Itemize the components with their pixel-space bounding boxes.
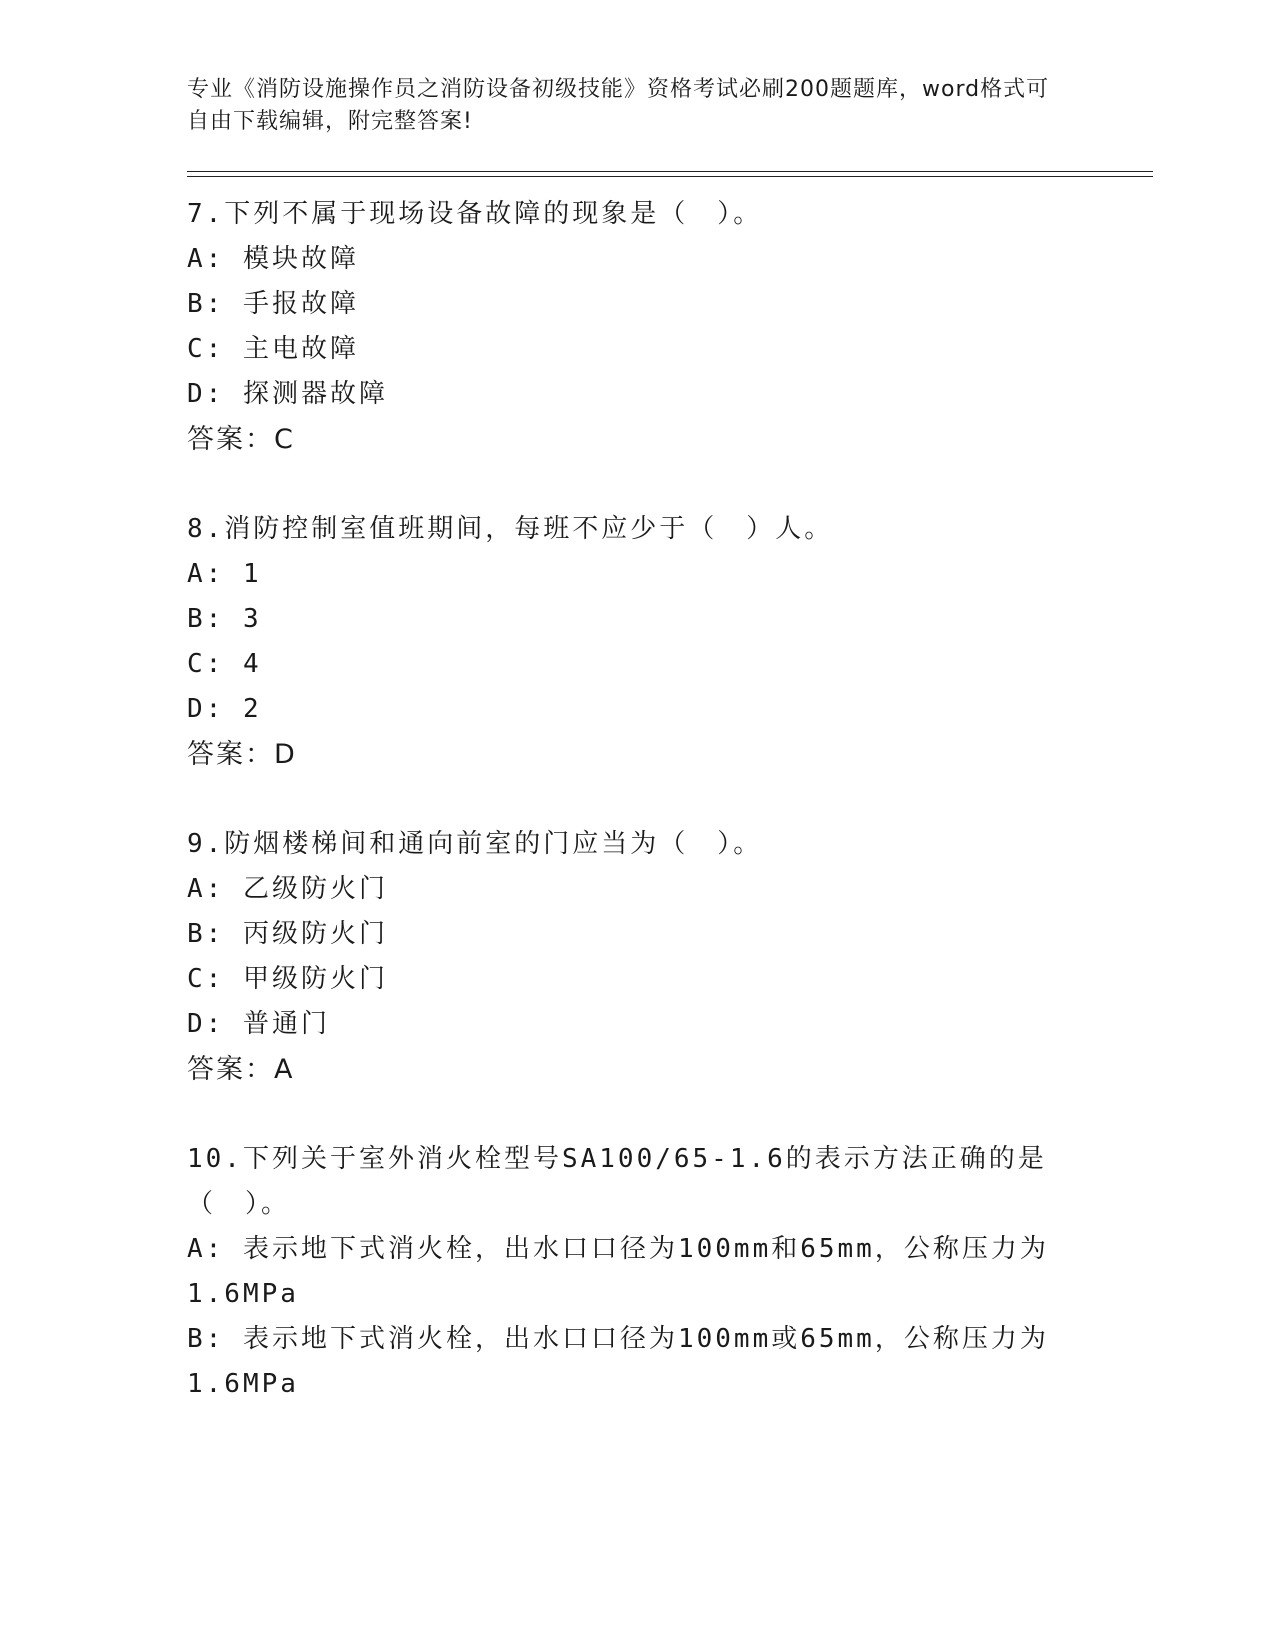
question-stem: 7.下列不属于现场设备故障的现象是（ ）。 (187, 199, 763, 229)
question-list (187, 192, 1067, 1452)
option-b: B: 表示地下式消火栓，出水口口径为100mm或65mm，公称压力为1.6MPa (187, 1324, 1049, 1399)
option-c: C: 主电故障 (187, 334, 359, 364)
question-stem: 8.消防控制室值班期间，每班不应少于（ ）人。 (187, 514, 834, 544)
option-b: B: 手报故障 (187, 289, 359, 319)
question-10 (187, 1137, 1067, 1407)
question-9 (187, 822, 1067, 1092)
option-a: A: 乙级防火门 (187, 874, 388, 904)
option-a: A: 模块故障 (187, 244, 359, 274)
option-a: A: 1 (187, 559, 262, 589)
option-b: B: 3 (187, 604, 262, 634)
option-c: C: 甲级防火门 (187, 964, 388, 994)
option-c: C: 4 (187, 649, 262, 679)
answer: 答案：A (187, 1054, 295, 1085)
question-stem: 9.防烟楼梯间和通向前室的门应当为（ ）。 (187, 829, 763, 859)
header-divider-bottom (187, 176, 1153, 177)
document-header: 专业《消防设施操作员之消防设备初级技能》资格考试必刷200题题库，word格式可自由下载编辑，附完整答案! (187, 77, 1050, 134)
option-a: A: 表示地下式消火栓，出水口口径为100mm和65mm，公称压力为1.6MPa (187, 1234, 1049, 1309)
question-7 (187, 192, 1067, 462)
header-divider-top (187, 171, 1153, 172)
question-stem: 10.下列关于室外消火栓型号SA100/65-1.6的表示方法正确的是（ ）。 (187, 1144, 1047, 1219)
answer: 答案：D (187, 739, 297, 770)
question-8 (187, 507, 1067, 777)
option-d: D: 普通门 (187, 1009, 330, 1039)
option-d: D: 探测器故障 (187, 379, 388, 409)
option-b: B: 丙级防火门 (187, 919, 388, 949)
option-d: D: 2 (187, 694, 262, 724)
answer: 答案：C (187, 424, 295, 455)
